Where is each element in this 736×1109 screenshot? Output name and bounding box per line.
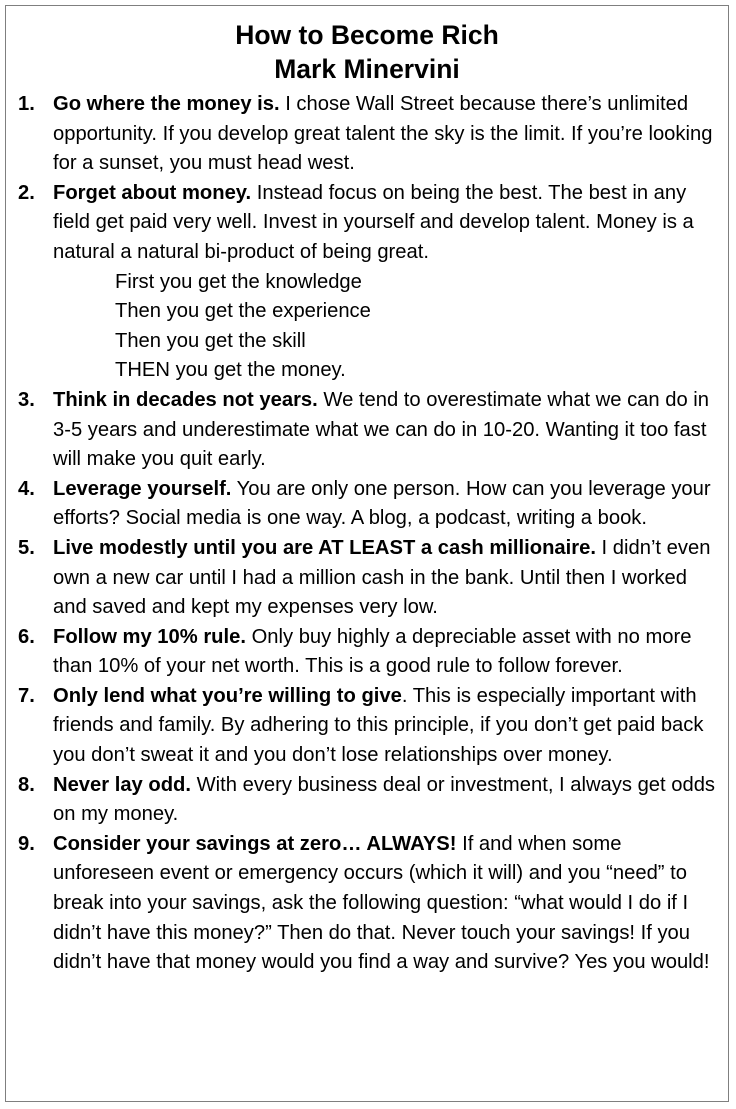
- author-line: Mark Minervini: [274, 54, 460, 84]
- step-line: Then you get the skill: [115, 329, 306, 352]
- rule-item: [18, 475, 718, 534]
- rule-text: If and when some unforeseen event or emergency occurs (which it will) and you “need” to break into your savings, ask the following question: “what would I do if I didn’t have this money?” Then do that. Never touch your savings! If you didn’t have that money would you find a way and survive? Yes you would!: [53, 832, 710, 974]
- rule-item: [18, 771, 718, 830]
- rule-item: [18, 623, 718, 682]
- rule-lead: Go where the money is.: [53, 93, 280, 115]
- rule-number: 6.: [18, 625, 35, 648]
- rule-lead: Forget about money.: [53, 181, 252, 204]
- rule-item: [18, 90, 718, 179]
- step-line: Then you get the experience: [115, 300, 371, 323]
- rule-number: 8.: [18, 773, 35, 796]
- rule-item: [18, 386, 718, 475]
- rule-item: [18, 179, 718, 386]
- rule-text: We tend to overestimate what we can do in 3-5 years and underestimate what we can do in 10-20. Wanting it too fast will make you quit early.: [53, 388, 710, 471]
- rule-lead: Consider your savings at zero… ALWAYS!: [53, 832, 457, 855]
- page-title: [6, 18, 728, 86]
- rule-number: 2.: [18, 181, 35, 204]
- rule-item: [18, 682, 718, 771]
- rule-text: Only buy highly a depreciable asset with no more than 10% of your net worth. This is a good rule to follow forever.: [53, 625, 692, 678]
- rule-text: I didn’t even own a new car until I had a million cash in the bank. Until then I worked and saved and kept my expenses very low.: [53, 536, 711, 619]
- title-line: How to Become Rich: [235, 20, 499, 50]
- rule-number: 3.: [18, 388, 35, 411]
- rule-number: 5.: [18, 536, 35, 559]
- rules-list: [6, 90, 728, 978]
- step-line: First you get the knowledge: [115, 270, 362, 293]
- rule-text: I chose Wall Street because there’s unlimited opportunity. If you develop great talent the sky is the limit. If you’re looking for a sunset, you must head west.: [53, 93, 713, 175]
- rule-lead: Never lay odd.: [53, 773, 192, 796]
- document-page: [5, 5, 729, 1102]
- rule-number: 7.: [18, 684, 35, 707]
- rule-item: [18, 830, 718, 978]
- steps-list: [53, 268, 718, 386]
- rule-lead: Leverage yourself.: [53, 477, 232, 500]
- rule-item: [18, 534, 718, 623]
- rule-text: With every business deal or investment, I always get odds on my money.: [53, 773, 716, 826]
- rule-text: You are only one person. How can you leverage your efforts? Social media is one way. A blog, a podcast, writing a book.: [53, 477, 711, 530]
- rule-number: 4.: [18, 477, 35, 500]
- rule-number: 1.: [18, 93, 35, 115]
- rule-text: . This is especially important with friends and family. By adhering to this principle, if you don’t get paid back you don’t sweat it and you don’t lose relationships over money.: [53, 684, 704, 767]
- rule-lead: Only lend what you’re willing to give: [53, 684, 402, 707]
- rule-lead: Live modestly until you are AT LEAST a cash millionaire.: [53, 536, 596, 559]
- step-line: THEN you get the money.: [115, 359, 346, 382]
- rule-lead: Think in decades not years.: [53, 388, 318, 411]
- rule-text: Instead focus on being the best. The best in any field get paid very well. Invest in yourself and develop talent. Money is a natural a natural bi-product of being great.: [53, 181, 694, 263]
- rule-number: 9.: [18, 832, 35, 855]
- rule-lead: Follow my 10% rule.: [53, 625, 246, 648]
